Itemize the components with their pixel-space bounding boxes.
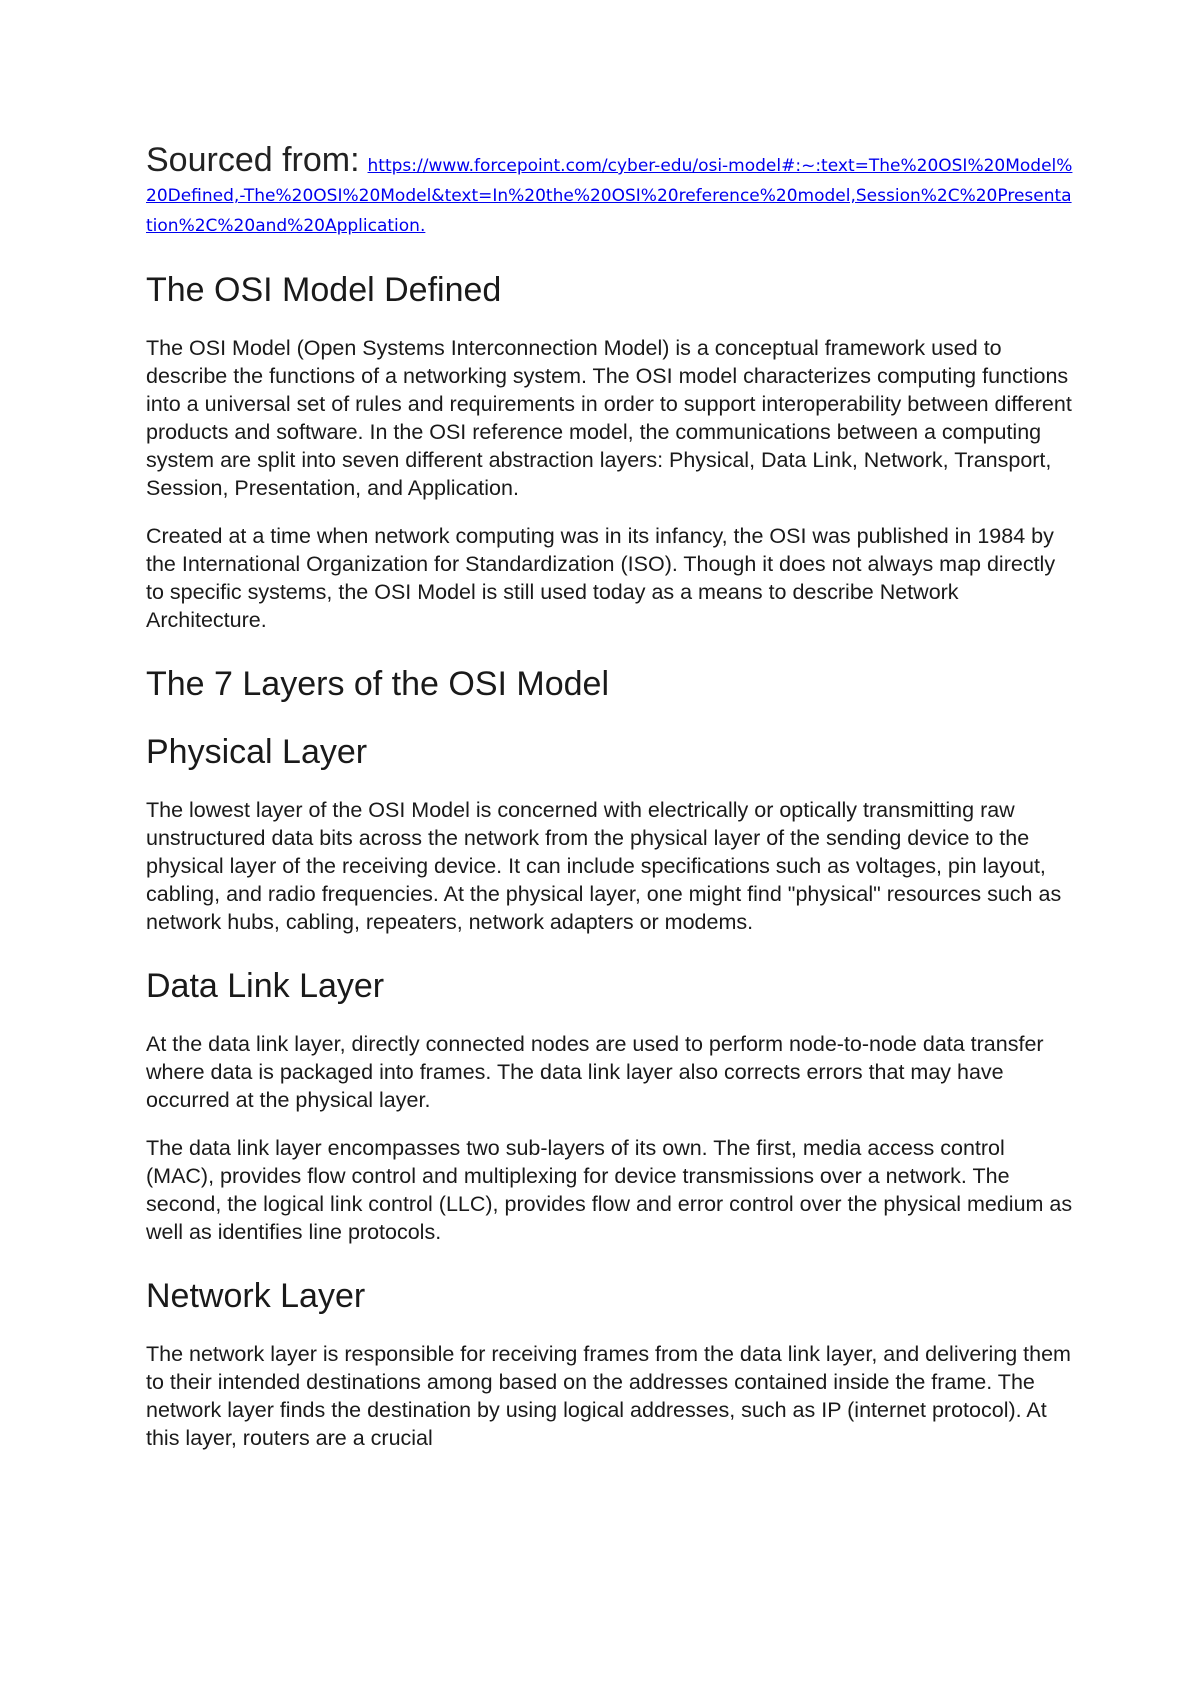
intro-paragraph-2: Created at a time when network computing was in its infancy, the OSI was published in 1984 by the International Organization for Standardization (ISO). Though it does not always map directly to specific systems, the OSI Model is still used today as a means to describe Network Architecture.: [146, 524, 1056, 632]
physical-layer-heading: Physical Layer: [146, 733, 368, 771]
data-link-layer-heading: Data Link Layer: [146, 967, 385, 1005]
layers-heading: The 7 Layers of the OSI Model: [146, 665, 610, 703]
source-label: Sourced from:: [146, 141, 360, 179]
source-line: [146, 141, 1076, 240]
data-link-paragraph-1: At the data link layer, directly connected nodes are used to perform node-to-node data transfer where data is packaged into frames. The data link layer also corrects errors that may have occurred at the physical layer.: [146, 1032, 1044, 1112]
source-link[interactable]: https://www.forcepoint.com/cyber-edu/osi-model#:~:text=The%20OSI%20Model%20Defined,-The%20OSI%20Model&text=In%20the%20OSI%20reference%20model,Session%2C%20Presentation%2C%20and%20Application.: [146, 156, 1073, 236]
document-page: [146, 141, 1076, 1452]
physical-layer-paragraph: The lowest layer of the OSI Model is concerned with electrically or optically transmitting raw unstructured data bits across the network from the physical layer of the sending device to the physical layer of the receiving device. It can include specifications such as voltages, pin layout, cabling, and radio frequencies. At the physical layer, one might find "physical" resources such as network hubs, cabling, repeaters, network adapters or modems.: [146, 798, 1062, 934]
network-layer-paragraph: The network layer is responsible for receiving frames from the data link layer, and delivering them to their intended destinations among based on the addresses contained inside the frame. The network layer finds the destination by using logical addresses, such as IP (internet protocol). At this layer, routers are a crucial: [146, 1342, 1071, 1450]
data-link-paragraph-2: The data link layer encompasses two sub-layers of its own. The first, media access control (MAC), provides flow control and multiplexing for device transmissions over a network. The second, the logical link control (LLC), provides flow and error control over the physical medium as well as identifies line protocols.: [146, 1136, 1073, 1244]
intro-paragraph-1: The OSI Model (Open Systems Interconnection Model) is a conceptual framework used to describe the functions of a networking system. The OSI model characterizes computing functions into a universal set of rules and requirements in order to support interoperability between different products and software. In the OSI reference model, the communications between a computing system are split into seven different abstraction layers: Physical, Data Link, Network, Transport, Session, Presentation, and Application.: [146, 336, 1072, 500]
network-layer-heading: Network Layer: [146, 1277, 366, 1315]
page-title: The OSI Model Defined: [146, 271, 502, 309]
